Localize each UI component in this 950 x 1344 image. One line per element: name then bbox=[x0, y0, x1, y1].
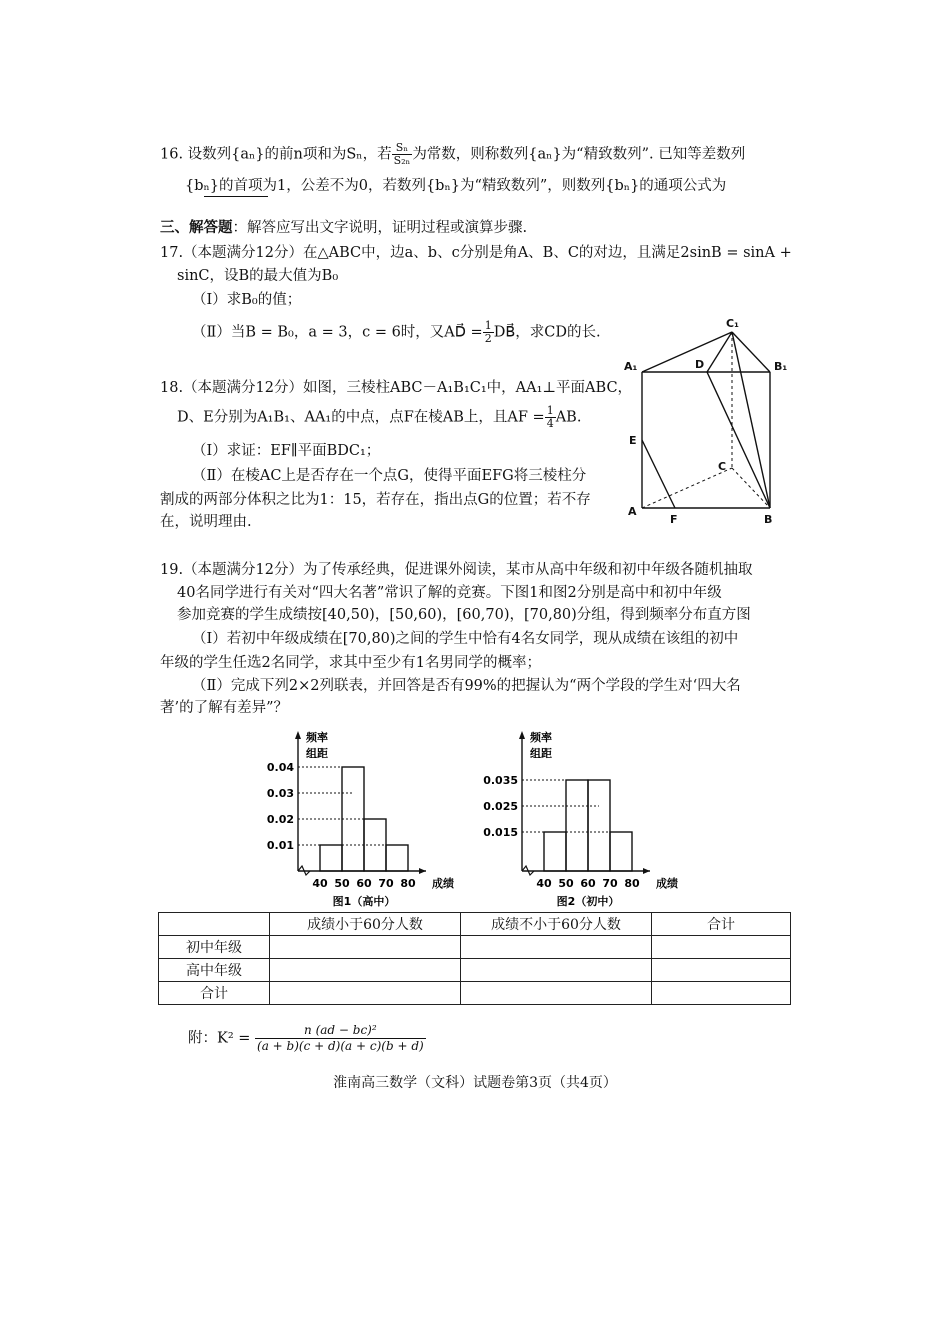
x-tick-label: 60 bbox=[356, 877, 372, 890]
table-header-row bbox=[159, 913, 791, 936]
label-c1: C₁ bbox=[726, 317, 739, 330]
histogram-bar bbox=[566, 780, 588, 871]
label-f: F bbox=[670, 513, 678, 526]
x-axis-arrow bbox=[643, 868, 650, 874]
q17-fraction bbox=[483, 320, 494, 345]
label-e: E bbox=[629, 434, 637, 447]
q17-fraction-den: 2 bbox=[484, 332, 492, 345]
table-cell bbox=[461, 936, 652, 959]
y-axis-label-top: 频率 bbox=[530, 731, 552, 744]
histogram-middle-school bbox=[478, 725, 698, 910]
formula-prefix: 附：K² = bbox=[188, 1030, 251, 1047]
y-axis-arrow bbox=[295, 731, 301, 739]
x-tick-label: 80 bbox=[400, 877, 416, 890]
table-row-label: 合计 bbox=[159, 982, 270, 1005]
table-cell bbox=[652, 982, 791, 1005]
y-tick-label: 0.04 bbox=[266, 761, 294, 774]
x-tick-label: 70 bbox=[602, 877, 618, 890]
label-c: C bbox=[718, 460, 727, 473]
formula-denominator: (a + b)(c + d)(a + c)(b + d) bbox=[257, 1039, 424, 1053]
q17-line2: sinC，设B的最大值为B₀ bbox=[177, 268, 339, 284]
table-cell bbox=[270, 982, 461, 1005]
table-row bbox=[159, 959, 791, 982]
q18-line1: 18.（本题满分12分）如图，三棱柱ABC－A₁B₁C₁中，AA₁⊥平面ABC， bbox=[160, 380, 633, 396]
q19-part1-line2: 年级的学生任选2名同学，求其中至少有1名男同学的概率； bbox=[160, 655, 541, 671]
table-cell bbox=[652, 936, 791, 959]
table-row bbox=[159, 936, 791, 959]
formula-fraction bbox=[255, 1023, 426, 1054]
table-row-label: 初中年级 bbox=[159, 936, 270, 959]
table-row bbox=[159, 982, 791, 1005]
label-b: B bbox=[764, 513, 773, 526]
q19-part1-line1: （Ⅰ）若初中年级成绩在[70,80)之间的学生中恰有4名女同学，现从成绩在该组的初中 bbox=[192, 631, 739, 647]
x-tick-label: 50 bbox=[558, 877, 574, 890]
histogram-bar bbox=[342, 767, 364, 871]
q18-fraction-den: 4 bbox=[546, 417, 554, 430]
q18-line2 bbox=[177, 405, 581, 430]
q18-fraction-num: 1 bbox=[546, 404, 554, 417]
q16-answer-blank bbox=[204, 196, 268, 197]
label-a: A bbox=[628, 505, 637, 518]
q17-part2-end: DB⃗，求CD的长. bbox=[493, 324, 601, 341]
q17-part1: （Ⅰ）求B₀的值； bbox=[192, 292, 302, 308]
y-tick-label: 0.035 bbox=[483, 774, 518, 787]
table-cell bbox=[461, 982, 652, 1005]
label-b1: B₁ bbox=[774, 360, 788, 373]
q18-line2-end: AB. bbox=[555, 409, 582, 426]
q18-part1: （Ⅰ）求证：EF∥平面BDC₁； bbox=[192, 443, 381, 459]
x-tick-label: 40 bbox=[536, 877, 552, 890]
table-header-cell: 合计 bbox=[652, 913, 791, 936]
y-tick-label: 0.02 bbox=[266, 813, 294, 826]
q19-part2-line2: 著’的了解有差异”？ bbox=[160, 700, 289, 716]
chart-title: 图1（高中） bbox=[332, 895, 396, 908]
edge-a1c1 bbox=[642, 332, 732, 372]
table-cell bbox=[652, 959, 791, 982]
edge-c1b1 bbox=[732, 332, 770, 372]
line-c1b bbox=[732, 332, 770, 508]
table-cell bbox=[270, 936, 461, 959]
q16-line2: {bₙ}的首项为1，公差不为0，若数列{bₙ}为“精致数列”，则数列{bₙ}的通项公式为 bbox=[185, 178, 727, 194]
y-axis-label-bottom: 组距 bbox=[306, 747, 328, 760]
section3-instruction: ：解答应写出文字说明，证明过程或演算步骤. bbox=[232, 220, 528, 236]
q16-line1-start: 16. 设数列{aₙ}的前n项和为Sₙ，若 bbox=[160, 146, 392, 163]
x-tick-label: 40 bbox=[312, 877, 328, 890]
histogram-bar bbox=[386, 845, 408, 871]
x-tick-label: 70 bbox=[378, 877, 394, 890]
x-axis-arrow bbox=[419, 868, 426, 874]
y-tick-label: 0.025 bbox=[483, 800, 518, 813]
chart-title: 图2（初中） bbox=[556, 895, 620, 908]
q17-part2-start: （Ⅱ）当B = B₀，a = 3，c = 6时，又AD⃗ = bbox=[192, 324, 483, 341]
q19-part2-line1: （Ⅱ）完成下列2×2列联表，并回答是否有99%的把握认为“两个学段的学生对‘四大名 bbox=[192, 678, 741, 694]
q16-line1 bbox=[160, 142, 745, 167]
table-header-cell: 成绩不小于60分人数 bbox=[461, 913, 652, 936]
section3-heading bbox=[160, 218, 527, 238]
section3-title: 三、解答题 bbox=[160, 219, 233, 236]
page-footer: 淮南高三数学（文科）试题卷第3页（共4页） bbox=[333, 1075, 617, 1091]
prism-figure bbox=[620, 310, 795, 530]
q16-fraction bbox=[392, 142, 413, 167]
histogram-bar bbox=[588, 780, 610, 871]
table-header-cell bbox=[159, 913, 270, 936]
x-axis-label: 成绩 bbox=[656, 877, 678, 890]
histogram-bar bbox=[610, 832, 632, 871]
line-ef bbox=[642, 440, 675, 508]
y-axis-arrow bbox=[519, 731, 525, 739]
contingency-table bbox=[158, 912, 791, 1005]
x-tick-label: 50 bbox=[334, 877, 350, 890]
q19-line1: 19.（本题满分12分）为了传承经典，促进课外阅读，某市从高中年级和初中年级各随机抽取 bbox=[160, 562, 753, 578]
q18-part2-line1: （Ⅱ）在棱AC上是否存在一个点G，使得平面EFG将三棱柱分 bbox=[192, 468, 587, 484]
y-tick-label: 0.015 bbox=[483, 826, 518, 839]
y-tick-label: 0.03 bbox=[266, 787, 294, 800]
q19-line3: 参加竞赛的学生成绩按[40,50)，[50,60)，[60,70)，[70,80)分组，得到频率分布直方图 bbox=[177, 607, 751, 623]
x-tick-label: 60 bbox=[580, 877, 596, 890]
q18-fraction bbox=[545, 405, 556, 430]
label-a1: A₁ bbox=[624, 360, 638, 373]
y-axis-label-bottom: 组距 bbox=[530, 747, 552, 760]
table-header-cell: 成绩小于60分人数 bbox=[270, 913, 461, 936]
q17-part2 bbox=[192, 320, 601, 345]
edge-cb-hidden bbox=[732, 468, 770, 508]
q17-fraction-num: 1 bbox=[484, 319, 492, 332]
table-cell bbox=[270, 959, 461, 982]
histogram-bar bbox=[320, 845, 342, 871]
q18-part2-line3: 在，说明理由. bbox=[160, 514, 252, 530]
k2-formula bbox=[188, 1023, 426, 1054]
y-axis-label-top: 频率 bbox=[306, 731, 328, 744]
histogram-bar bbox=[544, 832, 566, 871]
label-d: D bbox=[695, 358, 705, 371]
edge-ac-hidden bbox=[642, 468, 732, 508]
q16-fraction-num: Sₙ bbox=[392, 142, 413, 155]
q18-line2-start: D、E分别为A₁B₁、AA₁的中点，点F在棱AB上，且AF = bbox=[177, 409, 545, 426]
x-tick-label: 80 bbox=[624, 877, 640, 890]
q19-line2: 40名同学进行有关对“四大名著”常识了解的竞赛。下图1和图2分别是高中和初中年级 bbox=[177, 585, 722, 601]
histogram-high-school bbox=[260, 725, 470, 910]
x-axis-label: 成绩 bbox=[432, 877, 454, 890]
q16-fraction-den: S₂ₙ bbox=[393, 154, 411, 167]
q17-line1: 17.（本题满分12分）在△ABC中，边a、b、c分别是角A、B、C的对边，且满足2sinB = sinA + bbox=[160, 245, 792, 261]
q16-line1-end: 为常数，则称数列{aₙ}为“精致数列”. 已知等差数列 bbox=[412, 146, 746, 163]
y-tick-label: 0.01 bbox=[266, 839, 294, 852]
formula-numerator: n (ad − bc)² bbox=[255, 1023, 426, 1039]
q18-part2-line2: 割成的两部分体积之比为1：15，若存在，指出点G的位置；若不存 bbox=[160, 492, 591, 508]
table-row-label: 高中年级 bbox=[159, 959, 270, 982]
line-db bbox=[707, 372, 770, 508]
table-cell bbox=[461, 959, 652, 982]
